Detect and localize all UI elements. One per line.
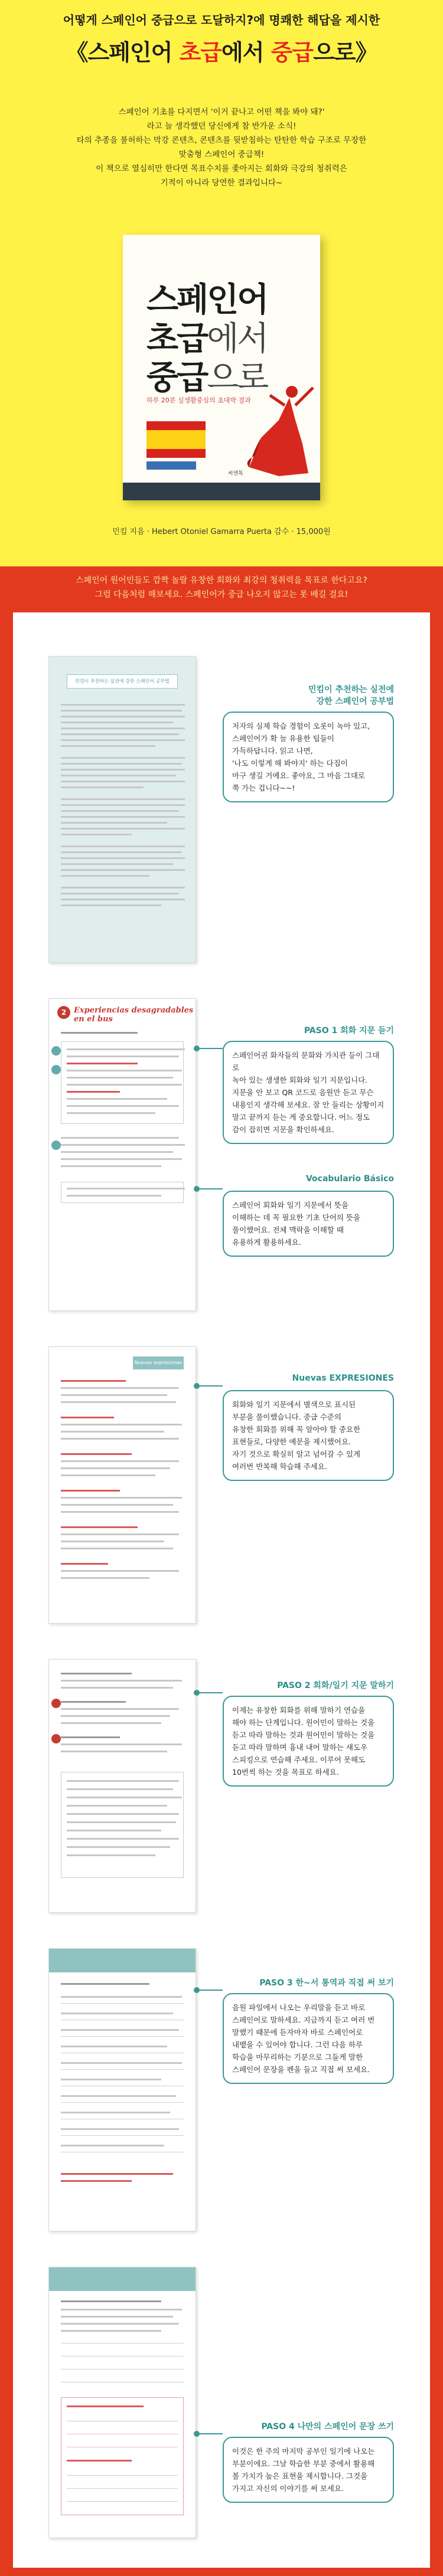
page-band — [49, 2267, 196, 2291]
callout-expressions — [223, 1390, 394, 1481]
callout-line: 스페인어가 확 늘 유용한 팁들이 — [232, 734, 334, 743]
callout-vocabulary — [223, 1191, 394, 1257]
callout-line: 듣고 따라 말하는 것과 원어민이 말하는 것을 — [232, 1731, 375, 1739]
hero-title — [0, 34, 443, 67]
callout-line: 유용하게 활용하세요. — [232, 1238, 301, 1247]
callout-line: 음원 파일에서 나오는 우리말을 듣고 바로 — [232, 2003, 366, 2012]
callout-line: 지문을 안 보고 QR 코드로 음원만 듣고 무슨 — [232, 1088, 374, 1097]
book-title-line1: 스페인어 — [146, 281, 268, 319]
callout-caption-paso1 — [217, 1024, 394, 1036]
callout-line: 스페인어 문장을 펜을 들고 직접 써 보세요. — [232, 2065, 370, 2074]
callout-line: 녹아 있는 생생한 회화와 일기 지문입니다. — [232, 1076, 368, 1084]
callout-caption-vocabulary — [217, 1174, 394, 1184]
callout-line: 말고 끝까지 듣는 게 중요합니다. 어느 정도 — [232, 1113, 370, 1122]
callout-line: 볼 가치가 높은 표현을 제시합니다. 그것을 — [232, 2472, 368, 2480]
callout-line: 이제는 유창한 회화를 위해 말하기 연습을 — [232, 1706, 366, 1715]
callout-line: 스피킹으로 연습해 주세요. 이루어 못해도 — [232, 1755, 366, 1764]
callout-line: 듣고 따라 말하며 흉내 내어 말하는 섀도우 — [232, 1743, 368, 1752]
sample-page-own-sentences — [48, 2267, 196, 2538]
book-title-from: 에서 — [207, 320, 268, 358]
pointer-line — [197, 1990, 223, 1991]
spain-flag-icon — [146, 421, 206, 458]
hero-banner — [0, 0, 443, 566]
lesson-title: Experiencias desagradables en el bus — [74, 1006, 194, 1024]
intro-line: 타의 추종을 불허하는 막강 콘텐츠, 콘텐츠를 뒷받침하는 탄탄한 학습 구조로 무장한 — [76, 136, 367, 145]
section-headline — [0, 573, 443, 602]
book-bottom-bar — [123, 483, 320, 500]
title-part: 에서 — [221, 40, 271, 65]
callout-line: 말했기 때문에 듣자마자 바로 스페인어로 — [232, 2028, 363, 2037]
callout-line: 여러번 반복해 학습해 주세요. — [232, 1462, 327, 1471]
callout-line: 부분이에요. 그날 학습한 부분 중에서 활용해 — [232, 2459, 375, 2468]
pointer-line — [197, 1188, 223, 1189]
caption-line: 강한 스페인어 공부법 — [316, 697, 394, 706]
callout-caption-study-method — [217, 683, 394, 707]
flamenco-dancer-illustration — [237, 379, 320, 479]
callout-line: 학습을 마무리하는 기분으로 그들게 말한 — [232, 2053, 363, 2062]
callout-line: 스페인어로 말하세요. 지금까지 듣고 여러 번 — [232, 2015, 375, 2024]
sample-page-dialogue — [48, 998, 196, 1311]
callout-line: '나도 이렇게 해 봐야지' 하는 다짐이 — [232, 759, 348, 768]
expressions-tag: Nuevas expresiones — [133, 1356, 184, 1369]
book-badge — [146, 461, 196, 470]
callout-line: 10번씩 하는 것을 목표로 하세요. — [232, 1768, 339, 1777]
callout-paso3 — [223, 1993, 394, 2084]
callout-caption-paso4 — [217, 2420, 394, 2432]
pointer-line — [197, 1048, 223, 1049]
callout-line: 가득하답니다. 읽고 나면, — [232, 746, 313, 755]
sample-page-translation — [48, 1948, 196, 2231]
callout-caption-paso3 — [217, 1977, 394, 1988]
lesson-number-badge: 2 — [57, 1006, 70, 1019]
callout-study-method — [223, 712, 394, 802]
callout-line: 스페인어 회화와 일기 지문에서 뜻을 — [232, 1201, 349, 1210]
callout-paso1 — [223, 1041, 394, 1144]
callout-line: 풀이했어요. 전체 맥락을 이해할 때 — [232, 1225, 344, 1234]
caption-line: 민킴이 추천하는 실전에 — [308, 685, 394, 694]
callout-caption-expressions — [217, 1374, 394, 1383]
intro-line: 라고 늘 생각했던 당신에게 참 반가운 소식! — [146, 122, 297, 131]
callout-line: 이해하는 데 꼭 필요한 기초 단어의 뜻을 — [232, 1213, 361, 1222]
callout-line: 표현들로, 다양한 예문을 제시했어요. — [232, 1437, 351, 1446]
pointer-line — [197, 2433, 223, 2434]
page-band — [49, 1949, 196, 1972]
vocabulary-box — [61, 1182, 184, 1203]
callout-line: 가지고 자신의 이야기를 써 보세요. — [232, 2484, 344, 2493]
callout-line: 내뱉을 수 있어야 합니다. 그런 다음 하루 — [232, 2040, 363, 2049]
pointer-line — [197, 1385, 223, 1387]
caption-line: PASO 4 나만의 스페인어 문장 쓰기 — [261, 2422, 394, 2431]
sample-page-study-method — [48, 656, 196, 963]
study-method-section — [0, 566, 443, 2576]
book-title-to: 으로 — [207, 359, 268, 397]
book-subtitle: 하루 20분 실생활중심의 초대박 결과 — [146, 396, 251, 404]
pointer-line — [197, 1692, 223, 1693]
own-sentence-box — [61, 2397, 184, 2515]
title-part: 《스페인어 — [66, 40, 180, 65]
intro-line: 기적이 아니라 당연한 결과입니다~ — [160, 178, 283, 188]
intro-line: 스페인어 기초를 다지면서 '이거 끝나고 어떤 책을 봐야 돼?' — [118, 107, 325, 117]
callout-line: 회화와 일기 지문에서 별색으로 표시된 — [232, 1400, 356, 1409]
callout-line: 저자의 실제 학습 경험이 오롯이 녹아 있고, — [232, 722, 370, 730]
callout-line: 스페인어권 화자들의 문화와 가치관 등이 그대로 — [232, 1051, 380, 1072]
title-highlight-intermediate: 중급 — [271, 40, 314, 65]
sample-page-expressions — [48, 1346, 196, 1624]
callout-paso4 — [223, 2437, 394, 2503]
callout-line: 유창한 회화를 위해 꼭 알아야 할 중요한 — [232, 1425, 361, 1434]
callout-line: 이것은 한 주의 마지막 공부인 일기에 나오는 — [232, 2447, 375, 2456]
hero-intro — [30, 105, 413, 190]
caption-line: PASO 3 한~서 통역과 직접 써 보기 — [259, 1978, 394, 1988]
callout-line: 마구 생길 거예요. 좋아요, 그 마음 그대로 — [232, 771, 365, 780]
callout-line: 자기 것으로 확실히 알고 넘어갈 수 있게 — [232, 1450, 361, 1459]
book-title-beginner: 초급 — [146, 320, 207, 358]
sample-page-speaking — [48, 1659, 196, 1913]
sample-page-header: 민킴이 추천하는 실전에 강한 스페인어 공부법 — [67, 674, 178, 689]
intro-line: 이 책으로 열심히만 한다면 목표수치를 좇아지는 회화와 극강의 청취력은 — [96, 164, 347, 173]
book-title-intermediate: 중급 — [146, 359, 207, 397]
book-publisher: 씨앤톡 — [227, 471, 243, 477]
callout-line: 해야 하는 단계입니다. 원어민이 말하는 것을 — [232, 1718, 375, 1727]
title-part: 으로》 — [313, 40, 377, 65]
hero-subtitle: 어떻게 스페인어 중급으로 도달하지?에 명쾌한 해답을 제시한 — [63, 13, 380, 27]
dialogue-box — [61, 1041, 184, 1124]
callout-line: 감이 잡히면 지문을 확인하세요. — [232, 1125, 334, 1134]
title-highlight-beginner: 초급 — [179, 40, 222, 65]
content-frame — [13, 612, 430, 2568]
caption-line: Nuevas EXPRESIONES — [292, 1374, 394, 1383]
intro-line: 맞춤형 스페인어 중급책! — [178, 150, 265, 159]
callout-caption-paso2 — [217, 1679, 394, 1691]
caption-line: Vocabulario Básico — [305, 1174, 394, 1184]
book-cover — [123, 235, 320, 500]
callout-line: 쭉 가는 겁니다~~! — [232, 784, 295, 792]
caption-line: PASO 1 회화 지문 듣기 — [304, 1026, 394, 1035]
headline-line: 그럼 다음처럼 해보세요. 스페인어가 중급 나오지 않고는 못 배길 걸요! — [95, 590, 348, 599]
book-credits: 민킴 지음 · Hebert Otoniel Gamarra Puerta 감수 · 15,000원 — [112, 527, 331, 536]
caption-line: PASO 2 회화/일기 지문 말하기 — [277, 1681, 394, 1690]
callout-paso2 — [223, 1696, 394, 1787]
callout-line: 부분을 풀이했습니다. 중급 수준의 — [232, 1412, 341, 1421]
headline-line: 스페인어 원어민들도 깜짝 놀랄 유창한 회화와 최강의 청취력을 목표로 한다고요? — [76, 576, 367, 585]
callout-line: 내용인지 생각해 보세요. 잘 안 들리는 상황이지 — [232, 1100, 385, 1109]
speaking-box — [61, 1772, 184, 1878]
